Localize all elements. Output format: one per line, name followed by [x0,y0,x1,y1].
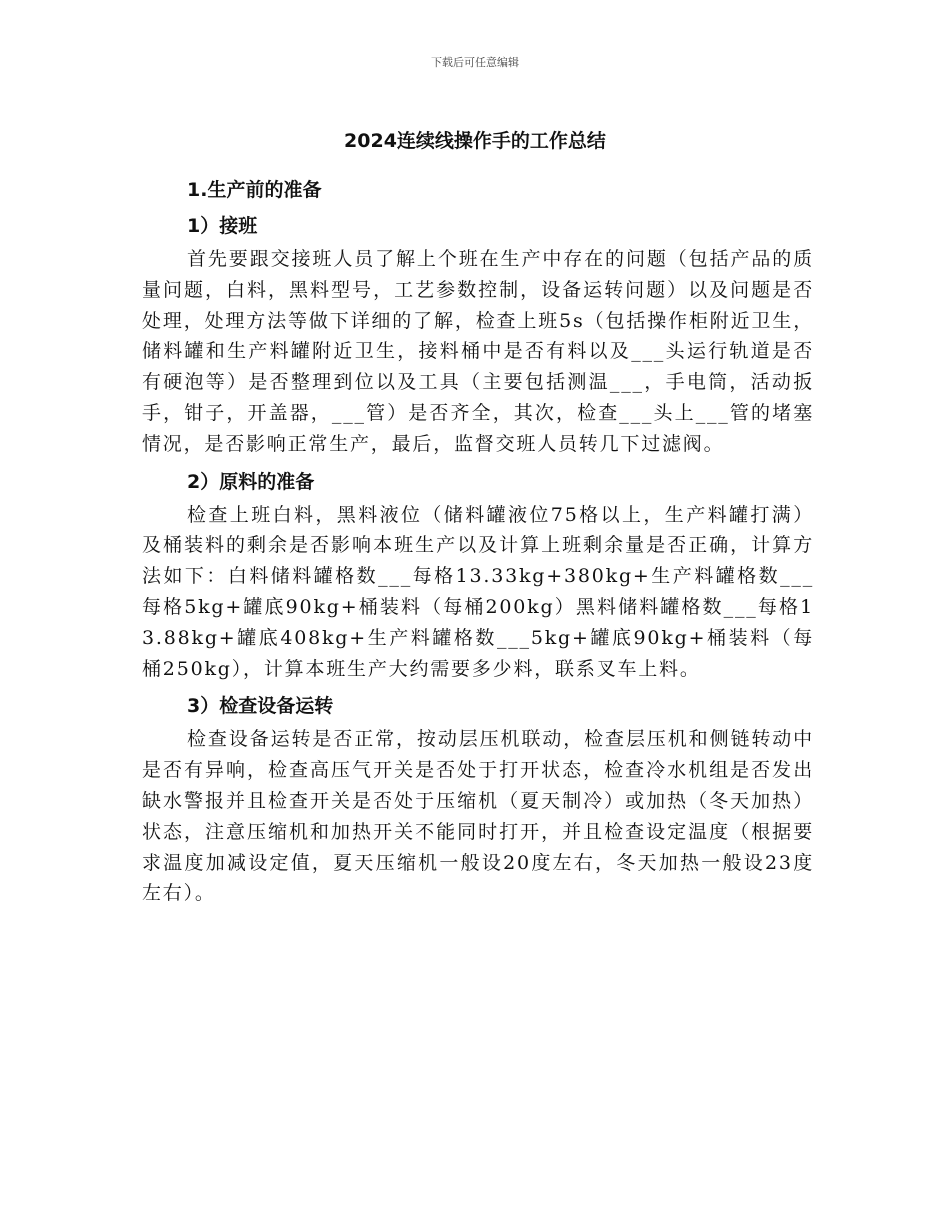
subheading-shift-handover: 1）接班 [187,215,258,237]
section-heading-preparation: 1.生产前的准备 [187,179,322,201]
paragraph-equipment-check: 检查设备运转是否正常，按动层压机联动，检查层压机和侧链转动中是否有异响，检查高压气开关是否处于打开状态，检查冷水机组是否发出缺水警报并且检查开关是否处于压缩机（夏天制冷）或加热（冬天加热）状态，注意压缩机和加热开关不能同时打开，并且检查设定温度（根据要求温度加减设定值，夏天压缩机一般设20度左右，冬天加热一般设23度左右）。 [142,728,814,905]
paragraph-shift-handover: 首先要跟交接班人员了解上个班在生产中存在的问题（包括产品的质量问题，白料，黑料型号，工艺参数控制，设备运转问题）以及问题是否处理，处理方法等做下详细的了解，检查上班5s（包括操作柜附近卫生，储料罐和生产料罐附近卫生，接料桶中是否有料以及___头运行轨道是否有硬泡等）是否整理到位以及工具（主要包括测温___，手电筒，活动扳手，钳子，开盖器，___管）是否齐全，其次，检查___头上___管的堵塞情况，是否影响正常生产，最后，监督交班人员转几下过滤阀。 [142,248,814,455]
header-note: 下载后可任意编辑 [431,56,519,69]
document-body [142,172,814,909]
document-title: 2024连续线操作手的工作总结 [344,130,606,152]
paragraph-material-preparation: 检查上班白料，黑料液位（储料罐液位75格以上，生产料罐打满）及桶装料的剩余是否影响本班生产以及计算上班剩余量是否正确，计算方法如下：白料储料罐格数___每格13.33kg+380kg+生产料罐格数___每格5kg+罐底90kg+桶装料（每桶200kg）黑料储料罐格数___每格13.88kg+罐底408kg+生产料罐格数___5kg+罐底90kg+桶装料（每桶250kg），计算本班生产大约需要多少料，联系叉车上料。 [142,503,814,680]
subheading-material-preparation: 2）原料的准备 [187,470,315,493]
subheading-equipment-check: 3）检查设备运转 [187,695,334,718]
